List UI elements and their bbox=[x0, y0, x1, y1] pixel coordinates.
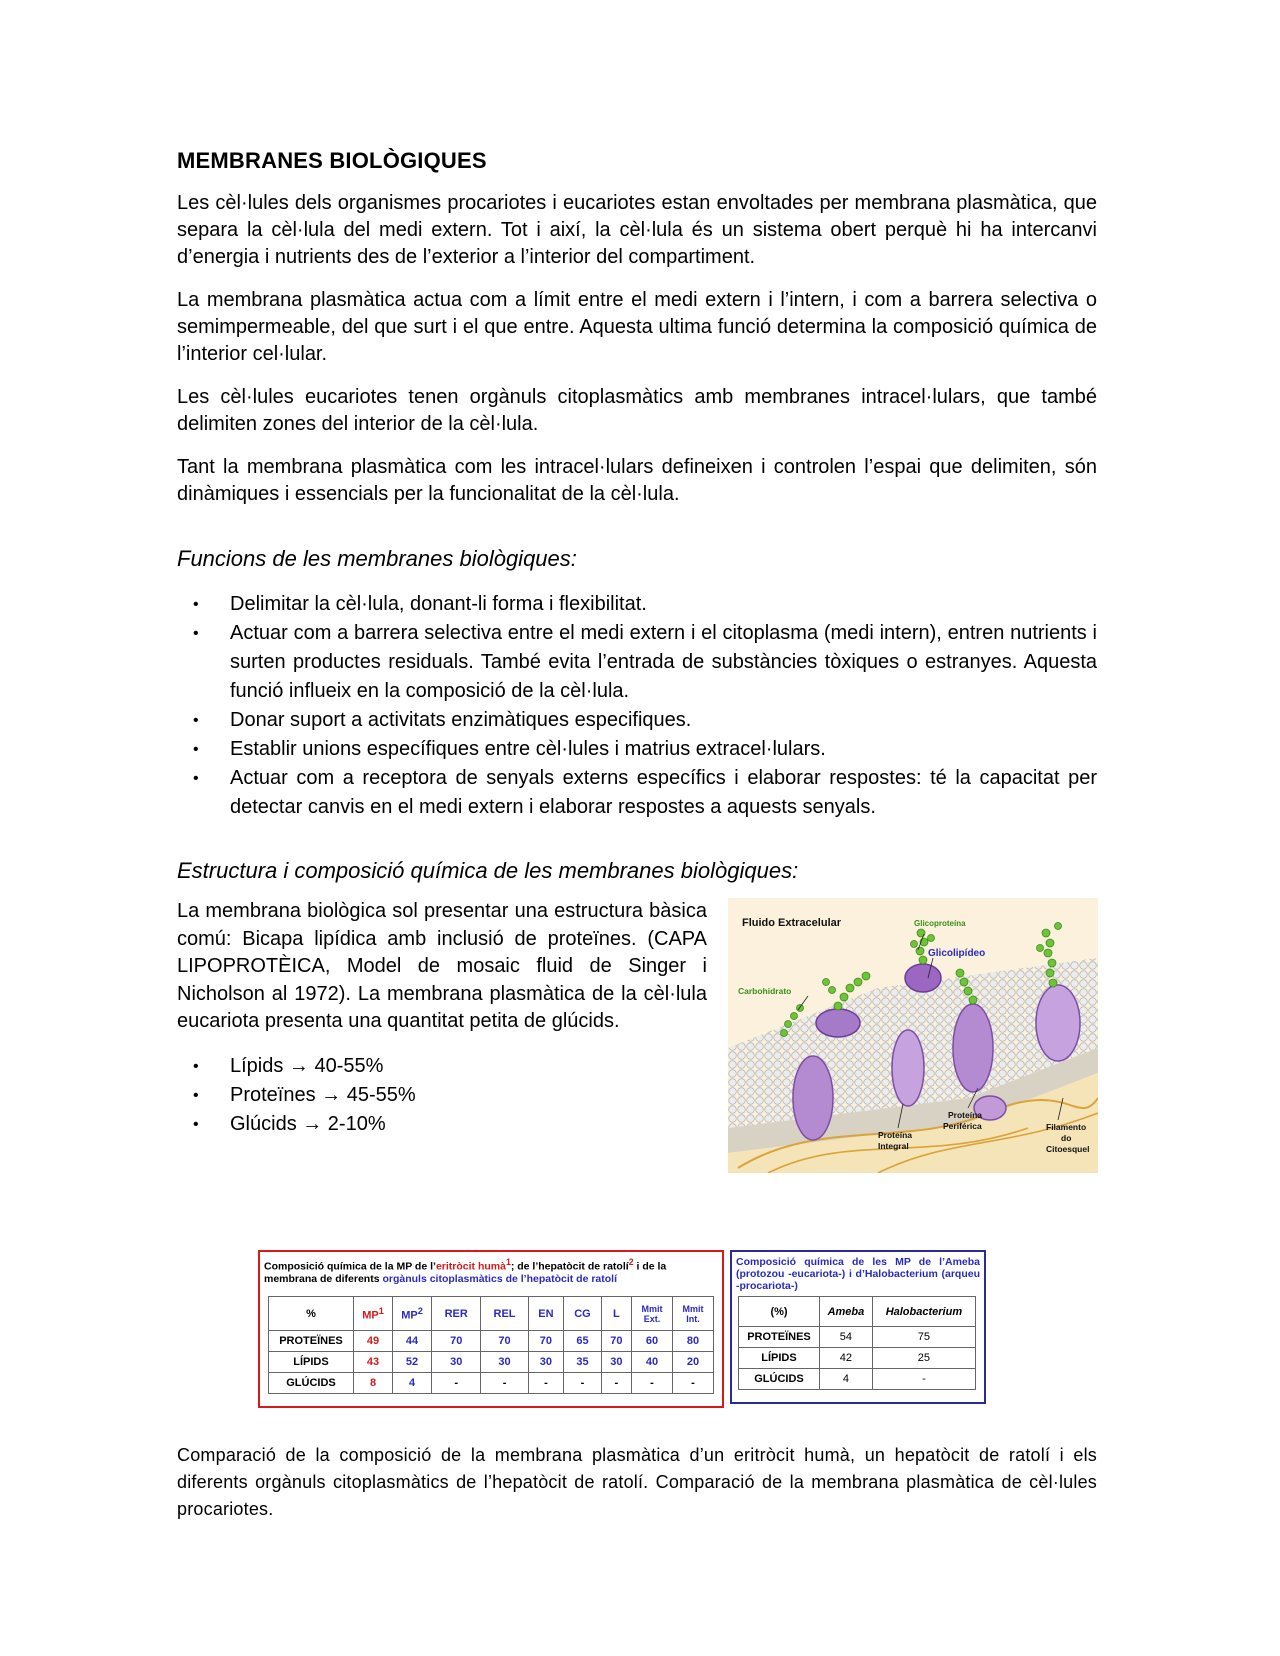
list-item-text: Establir unions específiques entre cèl·lules i matrius extracel·lulars. bbox=[230, 738, 826, 760]
table-cell: GLÚCIDS bbox=[269, 1373, 354, 1394]
integral-protein-shape bbox=[892, 1030, 924, 1106]
table-cell: - bbox=[432, 1373, 481, 1394]
bullet-icon: • bbox=[193, 596, 199, 613]
table-header-row bbox=[269, 1297, 714, 1331]
bullet-icon: • bbox=[193, 1057, 199, 1075]
table-header-cell: % bbox=[269, 1297, 354, 1331]
structure-text-column bbox=[177, 898, 707, 1139]
header-sup: 1 bbox=[378, 1305, 384, 1316]
table-cell: 30 bbox=[481, 1352, 528, 1373]
figure-caption: Comparació de la composició de la membrana plasmàtica d’un eritròcit humà, un hepatòcit de ratolí i els diferents orgànuls citoplasmàtics de l’hepatòcit de ratolí. Comparació de la membrana plasmàtica de cèl·lules procariotes. bbox=[177, 1445, 1097, 1519]
table-cell: - bbox=[601, 1373, 631, 1394]
caption-sup: 1 bbox=[505, 1257, 511, 1267]
list-item-text: Actuar com a barrera selectiva entre el medi extern i el citoplasma (medi intern), entren nutrients i surten productes residuals. També evita l’entrada de substàncies tòxiques o estranyes. Aquesta funció influeix en la composició de la cèl·lula. bbox=[230, 622, 1097, 702]
table-cell: - bbox=[673, 1373, 714, 1394]
table-cell: 25 bbox=[872, 1348, 975, 1369]
table-row bbox=[739, 1369, 976, 1390]
structure-section bbox=[177, 898, 1097, 1178]
table-header-cell bbox=[354, 1297, 393, 1331]
list-item-text: Lípids → 40-55% bbox=[230, 1054, 384, 1077]
table-cell: 54 bbox=[820, 1327, 873, 1348]
table-header-cell: Halobacterium bbox=[872, 1297, 975, 1327]
list-item bbox=[177, 735, 1097, 764]
table-header-cell: Mmit Int. bbox=[673, 1297, 714, 1331]
bullet-icon: • bbox=[193, 625, 199, 642]
list-item bbox=[177, 1052, 707, 1081]
table-row bbox=[739, 1348, 976, 1369]
caption-part-erythrocyte: eritròcit humà bbox=[435, 1260, 506, 1273]
table-cell: 44 bbox=[393, 1331, 432, 1352]
table-prokaryote bbox=[738, 1296, 976, 1390]
document-body bbox=[177, 148, 1097, 1178]
table-cell: 70 bbox=[481, 1331, 528, 1352]
table-cell: 80 bbox=[673, 1331, 714, 1352]
table-header-cell: Mmit Ext. bbox=[632, 1297, 673, 1331]
table-cell: 42 bbox=[820, 1348, 873, 1369]
table-header-cell: (%) bbox=[739, 1297, 820, 1327]
table-cell: PROTEÏNES bbox=[739, 1327, 820, 1348]
table-header-cell: RER bbox=[432, 1297, 481, 1331]
list-item bbox=[177, 619, 1097, 706]
table-cell: 70 bbox=[601, 1331, 631, 1352]
table-row bbox=[269, 1352, 714, 1373]
label-peripheral-protein-2: Periférica bbox=[943, 1121, 982, 1131]
label-filament-3: Citoesquel bbox=[1046, 1144, 1090, 1154]
table-cell: 4 bbox=[393, 1373, 432, 1394]
table-header-cell: L bbox=[601, 1297, 631, 1331]
table-cell: 4 bbox=[820, 1369, 873, 1390]
table-prokaryote-caption: Composició química de les MP de l’Ameba (protozou -eucariota-) i d’Halobacterium (arqueu -procariota-) bbox=[736, 1256, 980, 1292]
table-cell: GLÚCIDS bbox=[739, 1369, 820, 1390]
table-row bbox=[269, 1373, 714, 1394]
integral-protein-shape bbox=[953, 1004, 993, 1092]
label-carbohydrate: Carbohidrato bbox=[738, 986, 792, 996]
table-cell: 70 bbox=[528, 1331, 563, 1352]
functions-list bbox=[177, 590, 1097, 822]
table-header-cell: EN bbox=[528, 1297, 563, 1331]
caption-sup: 2 bbox=[628, 1257, 634, 1267]
caption-part: i de la membrana de diferents bbox=[264, 1260, 667, 1285]
list-item bbox=[177, 764, 1097, 822]
table-cell: LÍPIDS bbox=[739, 1348, 820, 1369]
section-heading-structure: Estructura i composició química de les membranes biològiques: bbox=[177, 858, 799, 883]
protein-shape bbox=[816, 1009, 860, 1037]
integral-protein-shape bbox=[793, 1056, 833, 1140]
glycoprotein-head-shape bbox=[905, 964, 941, 992]
table-header-row bbox=[739, 1297, 976, 1327]
table-cell: PROTEÏNES bbox=[269, 1331, 354, 1352]
table-cell: 60 bbox=[632, 1331, 673, 1352]
table-cell: 30 bbox=[601, 1352, 631, 1373]
table-cell: - bbox=[872, 1369, 975, 1390]
table-cell: 52 bbox=[393, 1352, 432, 1373]
table-cell: 75 bbox=[872, 1327, 975, 1348]
paragraph-3: Les cèl·lules eucariotes tenen orgànuls citoplasmàtics amb membranes intracel·lulars, que també delimiten zones del interior de la cèl·lula. bbox=[177, 386, 1097, 435]
label-peripheral-protein-1: Proteína bbox=[948, 1110, 983, 1120]
bullet-icon: • bbox=[193, 1115, 199, 1133]
table-cell: - bbox=[528, 1373, 563, 1394]
list-item-text: Glúcids → 2-10% bbox=[230, 1112, 386, 1135]
table-eukaryote-caption bbox=[260, 1252, 722, 1285]
table-header-cell: Ameba bbox=[820, 1297, 873, 1327]
paragraph-1: Les cèl·lules dels organismes procariotes i eucariotes estan envoltades per membrana plasmàtica, que separa la cèl·lula del medi extern. Tot i així, la cèl·lula és un sistema obert perquè hi ha intercanvi d’energia i nutrients des de l’exterior a l’interior del compartiment. bbox=[177, 192, 1097, 268]
list-item bbox=[177, 1081, 707, 1110]
composition-list bbox=[177, 1052, 707, 1139]
label-filament-2: do bbox=[1061, 1133, 1072, 1143]
label-filament-1: Filamento bbox=[1046, 1122, 1087, 1132]
table-cell: 8 bbox=[354, 1373, 393, 1394]
header-text: MP bbox=[401, 1309, 418, 1322]
list-item bbox=[177, 1110, 707, 1139]
list-item bbox=[177, 706, 1097, 735]
table-header-cell bbox=[393, 1297, 432, 1331]
table-cell: 40 bbox=[632, 1352, 673, 1373]
table-eukaryote bbox=[268, 1296, 714, 1394]
table-eukaryote-box bbox=[258, 1250, 724, 1408]
header-sup: 2 bbox=[417, 1305, 423, 1316]
table-cell: 20 bbox=[673, 1352, 714, 1373]
label-glycolipid: Glicolipídeo bbox=[928, 948, 986, 959]
table-cell: - bbox=[481, 1373, 528, 1394]
caption-part: Composició química de la MP de l’ bbox=[264, 1260, 436, 1273]
table-cell: 30 bbox=[432, 1352, 481, 1373]
label-integral-protein-1: Proteína bbox=[878, 1130, 913, 1140]
table-prokaryote-box bbox=[730, 1250, 986, 1404]
table-row bbox=[269, 1331, 714, 1352]
list-item bbox=[177, 590, 1097, 619]
bullet-icon: • bbox=[193, 1086, 199, 1104]
section-heading-functions: Funcions de les membranes biològiques: bbox=[177, 546, 577, 571]
list-item-text: Delimitar la cèl·lula, donant-li forma i flexibilitat. bbox=[230, 593, 647, 615]
caption-part: ; de l’hepatòcit de ratolí bbox=[510, 1260, 629, 1273]
integral-protein-shape bbox=[1036, 985, 1080, 1061]
table-cell: 43 bbox=[354, 1352, 393, 1373]
membrane-diagram-svg bbox=[728, 898, 1098, 1173]
list-item-text: Donar suport a activitats enzimàtiques especifiques. bbox=[230, 709, 692, 731]
membrane-diagram bbox=[728, 898, 1098, 1173]
list-item-text: Proteïnes → 45-55% bbox=[230, 1083, 416, 1106]
composition-tables bbox=[258, 1250, 988, 1405]
caption-part-organelles: orgànuls citoplasmàtics de l’hepatòcit de ratolí bbox=[382, 1272, 618, 1285]
table-cell: - bbox=[564, 1373, 602, 1394]
bullet-icon: • bbox=[193, 712, 199, 729]
label-glycoprotein: Glicoproteína bbox=[914, 919, 966, 928]
page-title: MEMBRANES BIOLÒGIQUES bbox=[177, 148, 487, 173]
bullet-icon: • bbox=[193, 741, 199, 758]
structure-paragraph: La membrana biològica sol presentar una estructura bàsica comú: Bicapa lipídica amb inclusió de proteïnes. (CAPA LIPOPROTÈICA, Model de mosaic fluid de Singer i Nicholson al 1972). La membrana plasmàtica de la cèl·lula eucariota presenta una quantitat petita de glúcids. bbox=[177, 900, 707, 1032]
table-cell: 30 bbox=[528, 1352, 563, 1373]
table-cell: 35 bbox=[564, 1352, 602, 1373]
table-cell: 49 bbox=[354, 1331, 393, 1352]
table-row bbox=[739, 1327, 976, 1348]
paragraph-2: La membrana plasmàtica actua com a límit entre el medi extern i l’intern, i com a barrera selectiva o semimpermeable, del que surt i el que entre. Aquesta ultima funció determina la composició química de l’interior cel·lular. bbox=[177, 289, 1097, 365]
header-text: MP bbox=[362, 1309, 379, 1322]
label-extracellular: Fluido Extracelular bbox=[742, 917, 842, 929]
label-integral-protein-2: Integral bbox=[878, 1141, 909, 1151]
table-cell: 65 bbox=[564, 1331, 602, 1352]
bullet-icon: • bbox=[193, 770, 199, 787]
list-item-text: Actuar com a receptora de senyals externs específics i elaborar respostes: té la capacitat per detectar canvis en el medi extern i elaborar respostes a aquests senyals. bbox=[230, 767, 1097, 818]
table-header-cell: CG bbox=[564, 1297, 602, 1331]
paragraph-4: Tant la membrana plasmàtica com les intracel·lulars defineixen i controlen l’espai que delimiten, són dinàmiques i essencials per la funcionalitat de la cèl·lula. bbox=[177, 456, 1097, 505]
table-cell: LÍPIDS bbox=[269, 1352, 354, 1373]
table-cell: 70 bbox=[432, 1331, 481, 1352]
table-cell: - bbox=[632, 1373, 673, 1394]
table-header-cell: REL bbox=[481, 1297, 528, 1331]
